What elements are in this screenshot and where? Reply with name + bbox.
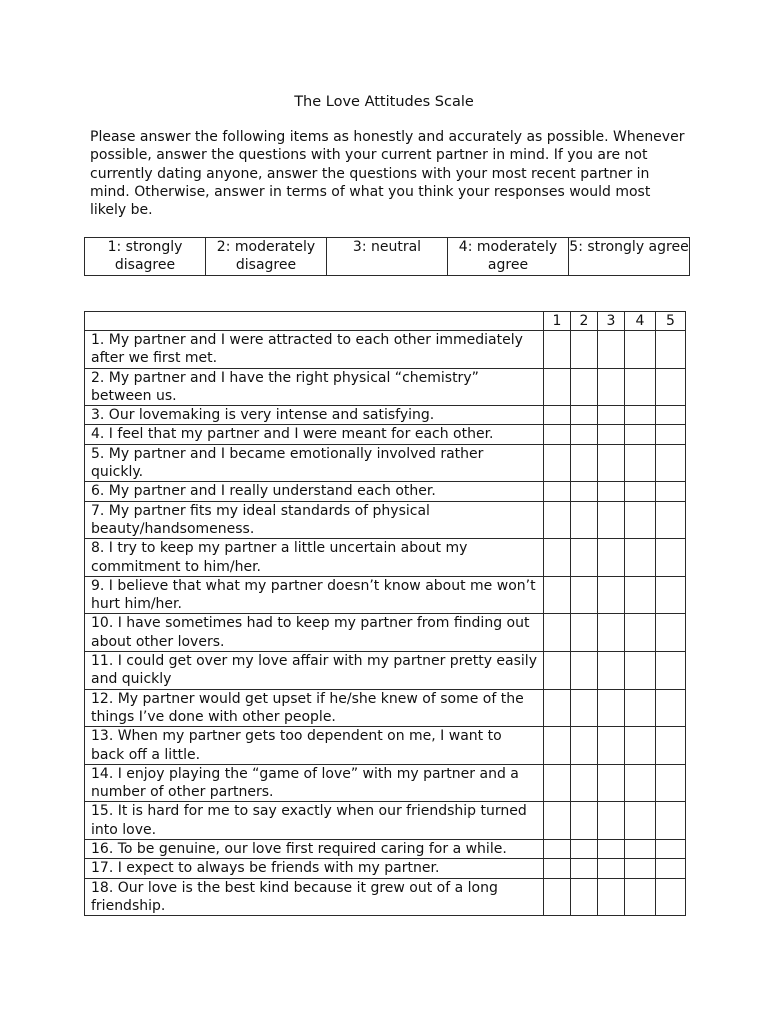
rating-cell-3[interactable] — [598, 859, 625, 878]
scale-legend-cell-3: 3: neutral — [327, 238, 448, 276]
rating-cell-5[interactable] — [656, 444, 686, 482]
rating-cell-5[interactable] — [656, 764, 686, 802]
table-row — [85, 878, 686, 916]
rating-cell-5[interactable] — [656, 425, 686, 444]
item-text: 17. I expect to always be friends with my partner. — [85, 859, 544, 878]
rating-cell-1[interactable] — [544, 614, 571, 652]
rating-header-2: 2 — [571, 312, 598, 331]
instructions-paragraph: Please answer the following items as honestly and accurately as possible. Whenever possible, answer the questions with your current partner in mind. If you are not currently dating anyone, answer the questions with your most recent partner in mind. Otherwise, answer in terms of what you think your responses would most likely be. — [90, 129, 685, 219]
rating-cell-1[interactable] — [544, 727, 571, 765]
rating-cell-2[interactable] — [571, 727, 598, 765]
item-text: 12. My partner would get upset if he/she knew of some of the things I’ve done with other people. — [85, 689, 544, 727]
rating-cell-2[interactable] — [571, 406, 598, 425]
item-text: 1. My partner and I were attracted to each other immediately after we first met. — [85, 331, 544, 369]
rating-cell-1[interactable] — [544, 501, 571, 539]
rating-cell-1[interactable] — [544, 878, 571, 916]
rating-cell-4[interactable] — [625, 802, 656, 840]
item-text: 14. I enjoy playing the “game of love” with my partner and a number of other partners. — [85, 764, 544, 802]
table-row — [85, 652, 686, 690]
rating-cell-2[interactable] — [571, 482, 598, 501]
rating-cell-1[interactable] — [544, 689, 571, 727]
table-row — [85, 539, 686, 577]
rating-cell-2[interactable] — [571, 878, 598, 916]
item-text: 3. Our lovemaking is very intense and satisfying. — [85, 406, 544, 425]
rating-cell-4[interactable] — [625, 764, 656, 802]
table-row — [85, 614, 686, 652]
rating-cell-3[interactable] — [598, 878, 625, 916]
rating-cell-1[interactable] — [544, 840, 571, 859]
table-row — [85, 764, 686, 802]
rating-cell-1[interactable] — [544, 368, 571, 406]
rating-cell-4[interactable] — [625, 406, 656, 425]
rating-cell-2[interactable] — [571, 689, 598, 727]
item-text: 13. When my partner gets too dependent on me, I want to back off a little. — [85, 727, 544, 765]
item-header-cell — [85, 312, 544, 331]
rating-cell-1[interactable] — [544, 444, 571, 482]
rating-cell-4[interactable] — [625, 444, 656, 482]
rating-header-row — [85, 312, 686, 331]
rating-cell-3[interactable] — [598, 425, 625, 444]
rating-cell-4[interactable] — [625, 482, 656, 501]
rating-cell-2[interactable] — [571, 368, 598, 406]
item-text: 9. I believe that what my partner doesn’t know about me won’t hurt him/her. — [85, 576, 544, 614]
rating-header-1: 1 — [544, 312, 571, 331]
scale-legend-cell-4: 4: moderately agree — [448, 238, 569, 276]
scale-legend-cell-2: 2: moderately disagree — [206, 238, 327, 276]
item-text: 18. Our love is the best kind because it grew out of a long friendship. — [85, 878, 544, 916]
rating-cell-1[interactable] — [544, 652, 571, 690]
table-row — [85, 444, 686, 482]
rating-cell-3[interactable] — [598, 614, 625, 652]
table-row — [85, 859, 686, 878]
rating-cell-3[interactable] — [598, 652, 625, 690]
item-text: 16. To be genuine, our love first required caring for a while. — [85, 840, 544, 859]
item-text: 10. I have sometimes had to keep my partner from finding out about other lovers. — [85, 614, 544, 652]
rating-header-5: 5 — [656, 312, 686, 331]
rating-cell-5[interactable] — [656, 727, 686, 765]
table-row — [85, 331, 686, 369]
item-text: 15. It is hard for me to say exactly when our friendship turned into love. — [85, 802, 544, 840]
rating-cell-3[interactable] — [598, 576, 625, 614]
rating-cell-5[interactable] — [656, 539, 686, 577]
rating-cell-2[interactable] — [571, 802, 598, 840]
rating-header-3: 3 — [598, 312, 625, 331]
rating-cell-2[interactable] — [571, 501, 598, 539]
rating-cell-1[interactable] — [544, 764, 571, 802]
rating-cell-3[interactable] — [598, 444, 625, 482]
rating-cell-4[interactable] — [625, 425, 656, 444]
rating-cell-4[interactable] — [625, 689, 656, 727]
rating-cell-3[interactable] — [598, 802, 625, 840]
table-row — [85, 727, 686, 765]
rating-cell-2[interactable] — [571, 576, 598, 614]
rating-cell-4[interactable] — [625, 368, 656, 406]
questionnaire-table — [84, 311, 686, 916]
rating-cell-5[interactable] — [656, 368, 686, 406]
rating-cell-2[interactable] — [571, 859, 598, 878]
table-row — [85, 368, 686, 406]
rating-cell-2[interactable] — [571, 652, 598, 690]
rating-cell-2[interactable] — [571, 764, 598, 802]
rating-cell-4[interactable] — [625, 878, 656, 916]
rating-cell-1[interactable] — [544, 859, 571, 878]
item-text: 2. My partner and I have the right physical “chemistry” between us. — [85, 368, 544, 406]
table-row — [85, 406, 686, 425]
rating-cell-5[interactable] — [656, 614, 686, 652]
rating-cell-4[interactable] — [625, 614, 656, 652]
rating-cell-4[interactable] — [625, 501, 656, 539]
item-text: 5. My partner and I became emotionally involved rather quickly. — [85, 444, 544, 482]
rating-cell-5[interactable] — [656, 689, 686, 727]
rating-cell-1[interactable] — [544, 406, 571, 425]
rating-cell-5[interactable] — [656, 482, 686, 501]
rating-cell-2[interactable] — [571, 331, 598, 369]
table-row — [85, 802, 686, 840]
page-title: The Love Attitudes Scale — [294, 94, 474, 110]
rating-cell-1[interactable] — [544, 482, 571, 501]
rating-cell-3[interactable] — [598, 764, 625, 802]
rating-cell-1[interactable] — [544, 331, 571, 369]
rating-cell-3[interactable] — [598, 727, 625, 765]
rating-cell-2[interactable] — [571, 840, 598, 859]
rating-cell-5[interactable] — [656, 859, 686, 878]
table-row — [85, 689, 686, 727]
rating-cell-1[interactable] — [544, 576, 571, 614]
rating-cell-4[interactable] — [625, 859, 656, 878]
scale-legend-cell-1: 1: strongly disagree — [85, 238, 206, 276]
rating-cell-2[interactable] — [571, 444, 598, 482]
rating-header-4: 4 — [625, 312, 656, 331]
rating-cell-4[interactable] — [625, 840, 656, 859]
scale-legend-row — [85, 238, 690, 276]
rating-cell-1[interactable] — [544, 802, 571, 840]
rating-cell-4[interactable] — [625, 727, 656, 765]
table-row — [85, 482, 686, 501]
rating-cell-5[interactable] — [656, 406, 686, 425]
scale-legend-cell-5: 5: strongly agree — [569, 238, 690, 276]
rating-cell-3[interactable] — [598, 501, 625, 539]
rating-cell-5[interactable] — [656, 840, 686, 859]
rating-cell-3[interactable] — [598, 689, 625, 727]
table-row — [85, 840, 686, 859]
rating-cell-4[interactable] — [625, 331, 656, 369]
rating-cell-3[interactable] — [598, 539, 625, 577]
table-row — [85, 501, 686, 539]
rating-cell-3[interactable] — [598, 840, 625, 859]
item-text: 8. I try to keep my partner a little uncertain about my commitment to him/her. — [85, 539, 544, 577]
rating-cell-5[interactable] — [656, 878, 686, 916]
table-row — [85, 576, 686, 614]
item-text: 7. My partner fits my ideal standards of physical beauty/handsomeness. — [85, 501, 544, 539]
rating-cell-3[interactable] — [598, 368, 625, 406]
rating-cell-2[interactable] — [571, 425, 598, 444]
rating-cell-4[interactable] — [625, 576, 656, 614]
rating-cell-5[interactable] — [656, 576, 686, 614]
rating-cell-3[interactable] — [598, 331, 625, 369]
rating-cell-3[interactable] — [598, 482, 625, 501]
item-text: 6. My partner and I really understand each other. — [85, 482, 544, 501]
rating-cell-2[interactable] — [571, 539, 598, 577]
rating-cell-5[interactable] — [656, 331, 686, 369]
rating-cell-4[interactable] — [625, 652, 656, 690]
scale-legend-table — [84, 237, 690, 276]
rating-cell-1[interactable] — [544, 425, 571, 444]
questionnaire-items — [85, 331, 686, 916]
item-text: 11. I could get over my love affair with my partner pretty easily and quickly — [85, 652, 544, 690]
rating-cell-2[interactable] — [571, 614, 598, 652]
item-text: 4. I feel that my partner and I were meant for each other. — [85, 425, 544, 444]
rating-cell-5[interactable] — [656, 501, 686, 539]
rating-cell-3[interactable] — [598, 406, 625, 425]
rating-cell-4[interactable] — [625, 539, 656, 577]
table-row — [85, 425, 686, 444]
rating-cell-5[interactable] — [656, 802, 686, 840]
rating-cell-5[interactable] — [656, 652, 686, 690]
rating-cell-1[interactable] — [544, 539, 571, 577]
